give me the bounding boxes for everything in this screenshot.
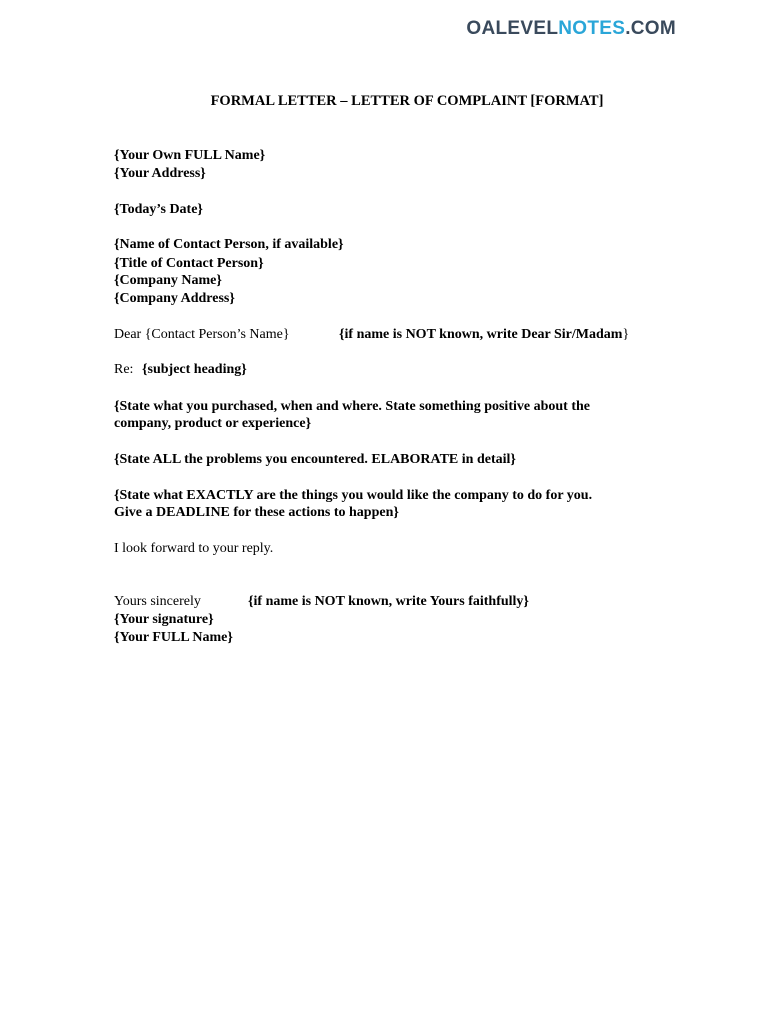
- salutation-note: [339, 326, 629, 344]
- re-label: Re:: [114, 362, 134, 377]
- re-subject: {subject heading}: [142, 362, 247, 377]
- signature: {Your signature}: [114, 612, 214, 627]
- paragraph-problems: {State ALL the problems you encountered. ELABORATE in detail}: [114, 452, 516, 467]
- logo-part-notes: NOTES: [558, 18, 626, 39]
- sender-address: {Your Address}: [114, 166, 206, 181]
- letter-date: {Today’s Date}: [114, 202, 203, 217]
- site-logo: [466, 18, 676, 40]
- sign-off-note: {if name is NOT known, write Yours faithfully}: [248, 594, 529, 609]
- company-name: {Company Name}: [114, 273, 222, 288]
- company-address: {Company Address}: [114, 291, 235, 306]
- sign-off: Yours sincerely: [114, 594, 201, 609]
- closing-line: I look forward to your reply.: [114, 541, 274, 556]
- salutation-note-text: {if name is NOT known, write Dear Sir/Madam: [339, 327, 623, 342]
- salutation: Dear {Contact Person’s Name}: [114, 327, 290, 342]
- paragraph-request-line-2: Give a DEADLINE for these actions to happen}: [114, 505, 399, 520]
- logo-part-com: .COM: [625, 18, 676, 39]
- paragraph-purchase-line-2: company, product or experience}: [114, 416, 312, 431]
- recipient-name: {Name of Contact Person, if available}: [114, 237, 344, 252]
- logo-part-oalevel: OALEVEL: [466, 18, 559, 39]
- paragraph-request-line-1: {State what EXACTLY are the things you would like the company to do for you.: [114, 488, 593, 503]
- paragraph-purchase-line-1: {State what you purchased, when and where. State something positive about the: [114, 399, 590, 414]
- full-name: {Your FULL Name}: [114, 630, 233, 645]
- document-title: FORMAL LETTER – LETTER OF COMPLAINT [FORMAT]: [210, 93, 604, 109]
- salutation-note-brace: }: [622, 327, 630, 342]
- sender-name: {Your Own FULL Name}: [114, 148, 266, 163]
- recipient-title: {Title of Contact Person}: [114, 256, 264, 271]
